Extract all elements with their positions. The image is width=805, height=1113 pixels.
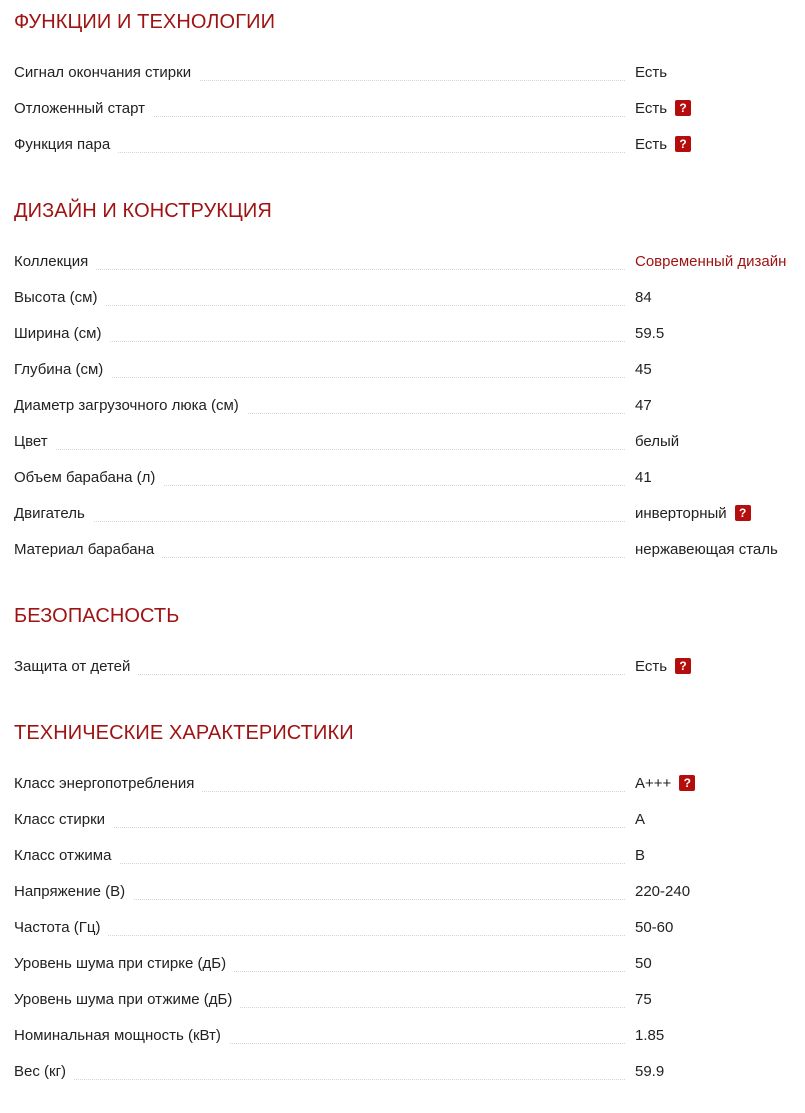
dotted-leader — [14, 521, 625, 522]
spec-label: Цвет — [14, 424, 56, 460]
spec-label: Двигатель — [14, 496, 93, 532]
spec-row — [0, 802, 805, 838]
spec-value: 1.85 — [635, 1027, 665, 1045]
spec-row — [0, 352, 805, 388]
spec-value: 47 — [635, 397, 652, 415]
spec-row — [0, 910, 805, 946]
spec-value: нержавеющая сталь — [635, 541, 778, 559]
spec-label: Вес (кг) — [14, 1054, 74, 1090]
spec-row — [0, 982, 805, 1018]
spec-row — [0, 1018, 805, 1054]
spec-row — [0, 424, 805, 460]
spec-row — [0, 874, 805, 910]
spec-value: 50-60 — [635, 919, 674, 937]
spec-value: Есть ? — [635, 127, 691, 163]
spec-label: Глубина (см) — [14, 352, 111, 388]
spec-label: Отложенный старт — [14, 91, 153, 127]
spec-value: 84 — [635, 289, 652, 307]
spec-row — [0, 388, 805, 424]
dotted-leader — [14, 449, 625, 450]
spec-row — [0, 127, 805, 163]
spec-value: 45 — [635, 361, 652, 379]
spec-value: Есть ? — [635, 649, 691, 685]
spec-label: Класс стирки — [14, 802, 113, 838]
spec-label: Уровень шума при стирке (дБ) — [14, 946, 234, 982]
spec-value: A — [635, 811, 646, 829]
spec-row — [0, 532, 805, 568]
spec-value: B — [635, 847, 646, 865]
spec-value: белый — [635, 433, 680, 451]
spec-label: Класс энергопотребления — [14, 766, 202, 802]
spec-row — [0, 496, 805, 532]
spec-label: Коллекция — [14, 244, 96, 280]
spec-value: 59.9 — [635, 1063, 665, 1081]
section-title: БЕЗОПАСНОСТЬ — [14, 605, 180, 627]
question-mark-icon[interactable]: ? — [679, 775, 695, 791]
section-title: ДИЗАЙН И КОНСТРУКЦИЯ — [14, 200, 272, 222]
spec-value: 41 — [635, 469, 652, 487]
spec-label: Материал барабана — [14, 532, 162, 568]
spec-label: Защита от детей — [14, 649, 138, 685]
spec-label: Диаметр загрузочного люка (см) — [14, 388, 247, 424]
spec-row — [0, 244, 805, 280]
spec-row — [0, 91, 805, 127]
spec-label: Ширина (см) — [14, 316, 109, 352]
spec-label: Высота (см) — [14, 280, 105, 316]
spec-label: Сигнал окончания стирки — [14, 55, 199, 91]
spec-label: Напряжение (В) — [14, 874, 133, 910]
spec-value: 50 — [635, 955, 652, 973]
spec-label: Класс отжима — [14, 838, 119, 874]
spec-value: 75 — [635, 991, 652, 1009]
spec-label: Номинальная мощность (кВт) — [14, 1018, 229, 1054]
dotted-leader — [14, 1079, 625, 1080]
collection-link[interactable]: Современный дизайн — [635, 253, 787, 271]
question-mark-icon[interactable]: ? — [735, 505, 751, 521]
question-mark-icon[interactable]: ? — [675, 136, 691, 152]
spec-row — [0, 649, 805, 685]
spec-value: A+++ ? — [635, 766, 695, 802]
question-mark-icon[interactable]: ? — [675, 100, 691, 116]
question-mark-icon[interactable]: ? — [675, 658, 691, 674]
section-title: ТЕХНИЧЕСКИЕ ХАРАКТЕРИСТИКИ — [14, 722, 354, 744]
spec-row — [0, 55, 805, 91]
spec-label: Уровень шума при отжиме (дБ) — [14, 982, 240, 1018]
spec-value: Есть — [635, 64, 668, 82]
spec-label: Частота (Гц) — [14, 910, 108, 946]
spec-value: 220-240 — [635, 883, 691, 901]
spec-row — [0, 946, 805, 982]
spec-row — [0, 1054, 805, 1090]
spec-value: 59.5 — [635, 325, 665, 343]
spec-value: инверторный ? — [635, 496, 751, 532]
section-title: ФУНКЦИИ И ТЕХНОЛОГИИ — [14, 11, 276, 33]
dotted-leader — [14, 269, 625, 270]
dotted-leader — [14, 305, 625, 306]
spec-row — [0, 460, 805, 496]
spec-value: Есть ? — [635, 91, 691, 127]
spec-row — [0, 766, 805, 802]
spec-label: Объем барабана (л) — [14, 460, 163, 496]
spec-row — [0, 316, 805, 352]
spec-row — [0, 280, 805, 316]
spec-row — [0, 838, 805, 874]
spec-label: Функция пара — [14, 127, 118, 163]
